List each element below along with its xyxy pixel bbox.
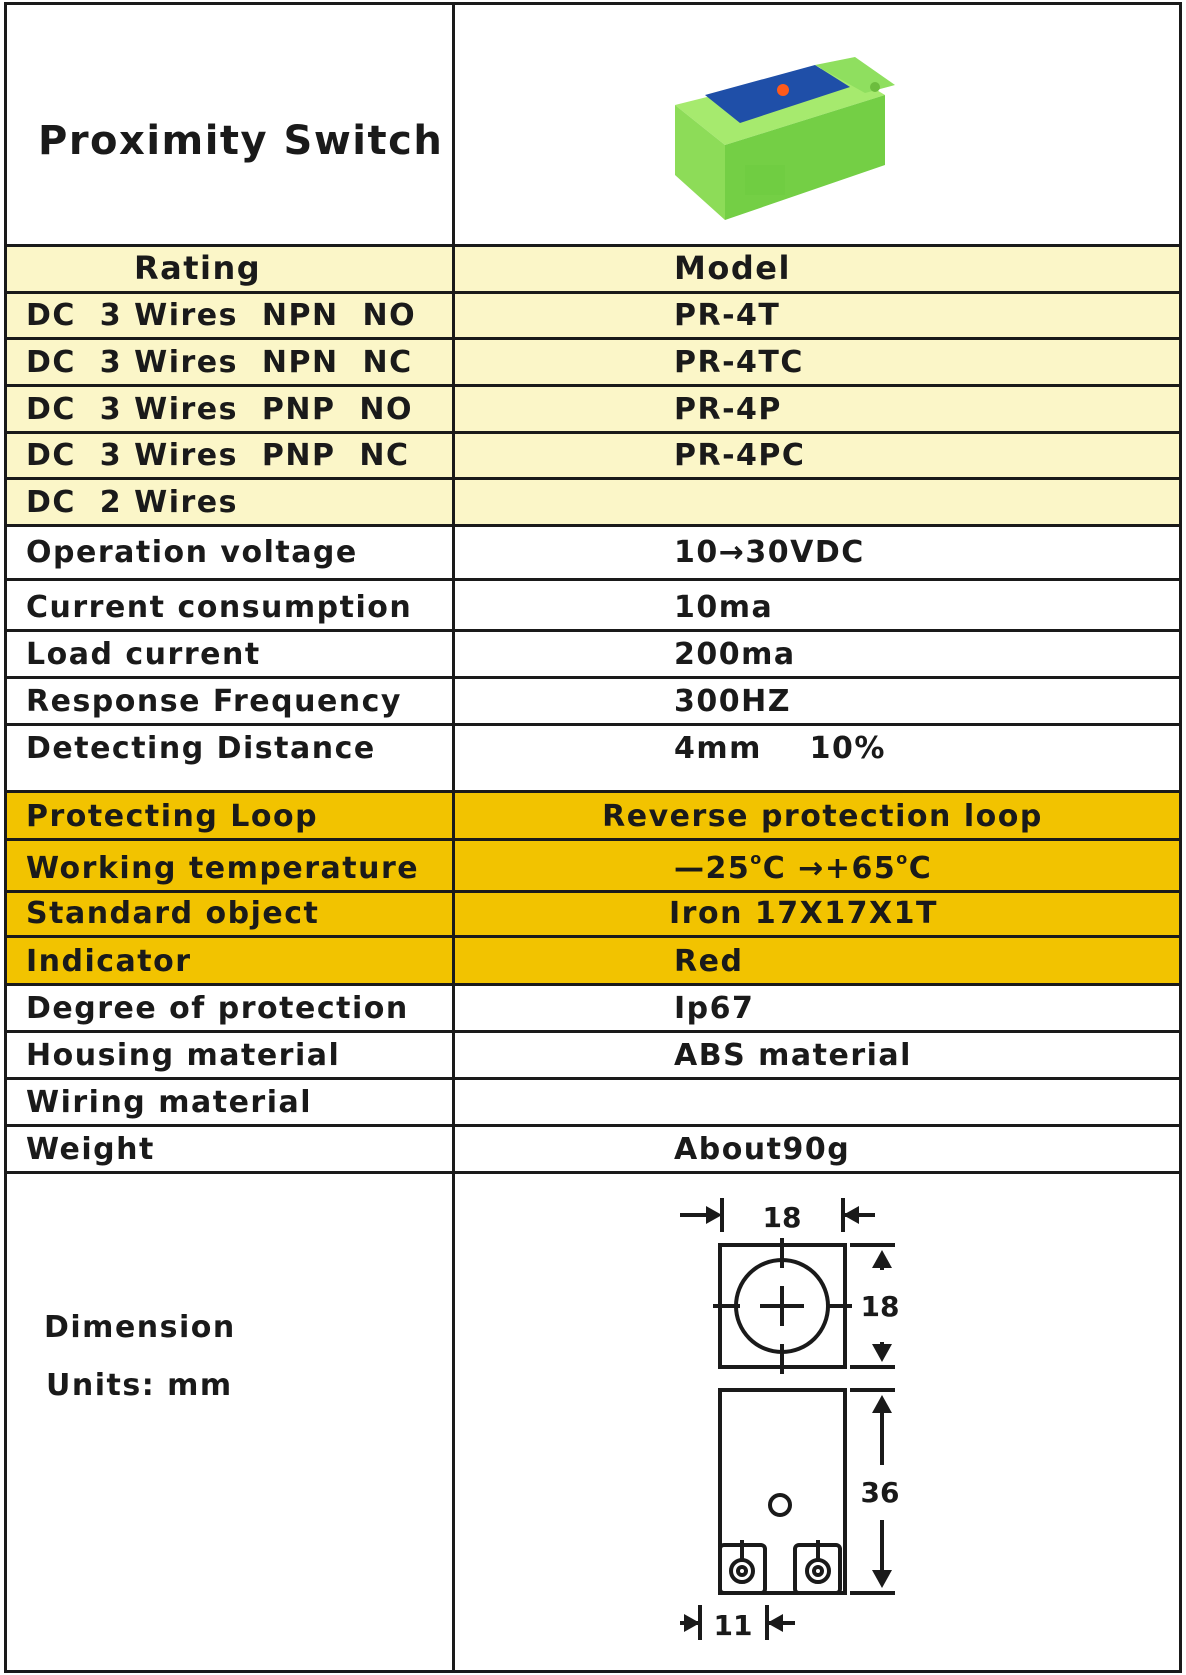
dim-height: 18 (860, 1290, 900, 1323)
spec-value: 4mm 10% (674, 731, 886, 766)
spec-value (674, 849, 932, 886)
table-row (4, 578, 1182, 629)
rating-label: DC 2 Wires (26, 485, 238, 520)
model-value: PR-4PC (674, 438, 806, 473)
spec-value: 10→30VDC (674, 535, 865, 570)
temp-mid: C →+65 (762, 851, 897, 886)
table-row (4, 291, 1182, 337)
table-row (4, 1124, 1182, 1171)
spec-label: Weight (26, 1132, 155, 1167)
table-row (4, 1030, 1182, 1077)
dimension-label: Dimension (44, 1310, 236, 1345)
table-row (4, 477, 1182, 524)
spec-label: Housing material (26, 1038, 341, 1073)
table-row (4, 983, 1182, 1030)
dimension-units: Units: mm (46, 1368, 233, 1403)
model-value: PR-4TC (674, 345, 804, 380)
spec-value: Iron 17X17X1T (669, 896, 938, 931)
rating-label: DC 3 Wires NPN NO (26, 298, 417, 333)
table-row (4, 384, 1182, 431)
temp-unit: C (908, 851, 933, 886)
degree-symbol: o (896, 849, 909, 868)
model-value: PR-4T (674, 298, 781, 333)
table-header-row (4, 244, 1182, 291)
table-row (4, 723, 1182, 770)
spec-value: ABS material (674, 1038, 912, 1073)
spec-value: About90g (674, 1132, 851, 1167)
spec-label: Standard object (26, 896, 320, 931)
spec-label: Wiring material (26, 1085, 313, 1120)
table-row (4, 838, 1182, 890)
model-header: Model (674, 249, 791, 287)
spec-label: Load current (26, 637, 261, 672)
table-row (4, 935, 1182, 983)
dimension-row (4, 1171, 1182, 1673)
spec-label: Protecting Loop (26, 799, 319, 834)
dim-width: 18 (762, 1201, 802, 1234)
model-value: PR-4P (674, 392, 782, 427)
table-row (4, 431, 1182, 477)
table-row (4, 676, 1182, 723)
spec-value: 300HZ (674, 684, 791, 719)
page-title: Proximity Switch (38, 118, 444, 164)
spec-value: 200ma (674, 637, 796, 672)
spec-value: Red (674, 944, 744, 979)
spec-value: 10ma (674, 590, 774, 625)
rating-label: DC 3 Wires PNP NC (26, 438, 410, 473)
spec-label: Current consumption (26, 590, 413, 625)
table-row (4, 524, 1182, 578)
spec-label: Detecting Distance (26, 731, 376, 766)
rating-header: Rating (134, 249, 262, 287)
spec-label: Working temperature (26, 851, 420, 886)
degree-symbol: o (750, 849, 763, 868)
dimension-drawing (680, 1190, 920, 1660)
spec-label: Operation voltage (26, 535, 358, 570)
spec-value: Ip67 (674, 991, 755, 1026)
spec-value: Reverse protection loop (602, 799, 1043, 834)
table-row (4, 1077, 1182, 1124)
spec-label: Indicator (26, 944, 192, 979)
spec-label: Degree of protection (26, 991, 409, 1026)
dim-hole-spacing: 11 (713, 1609, 753, 1642)
dim-length: 36 (860, 1476, 900, 1509)
table-row (4, 629, 1182, 676)
spec-label: Response Frequency (26, 684, 402, 719)
table-row (4, 790, 1182, 838)
table-row (4, 890, 1182, 935)
temp-low: —25 (674, 851, 751, 886)
product-image (665, 35, 945, 235)
table-row (4, 337, 1182, 384)
rating-label: DC 3 Wires NPN NC (26, 345, 413, 380)
rating-label: DC 3 Wires PNP NO (26, 392, 413, 427)
